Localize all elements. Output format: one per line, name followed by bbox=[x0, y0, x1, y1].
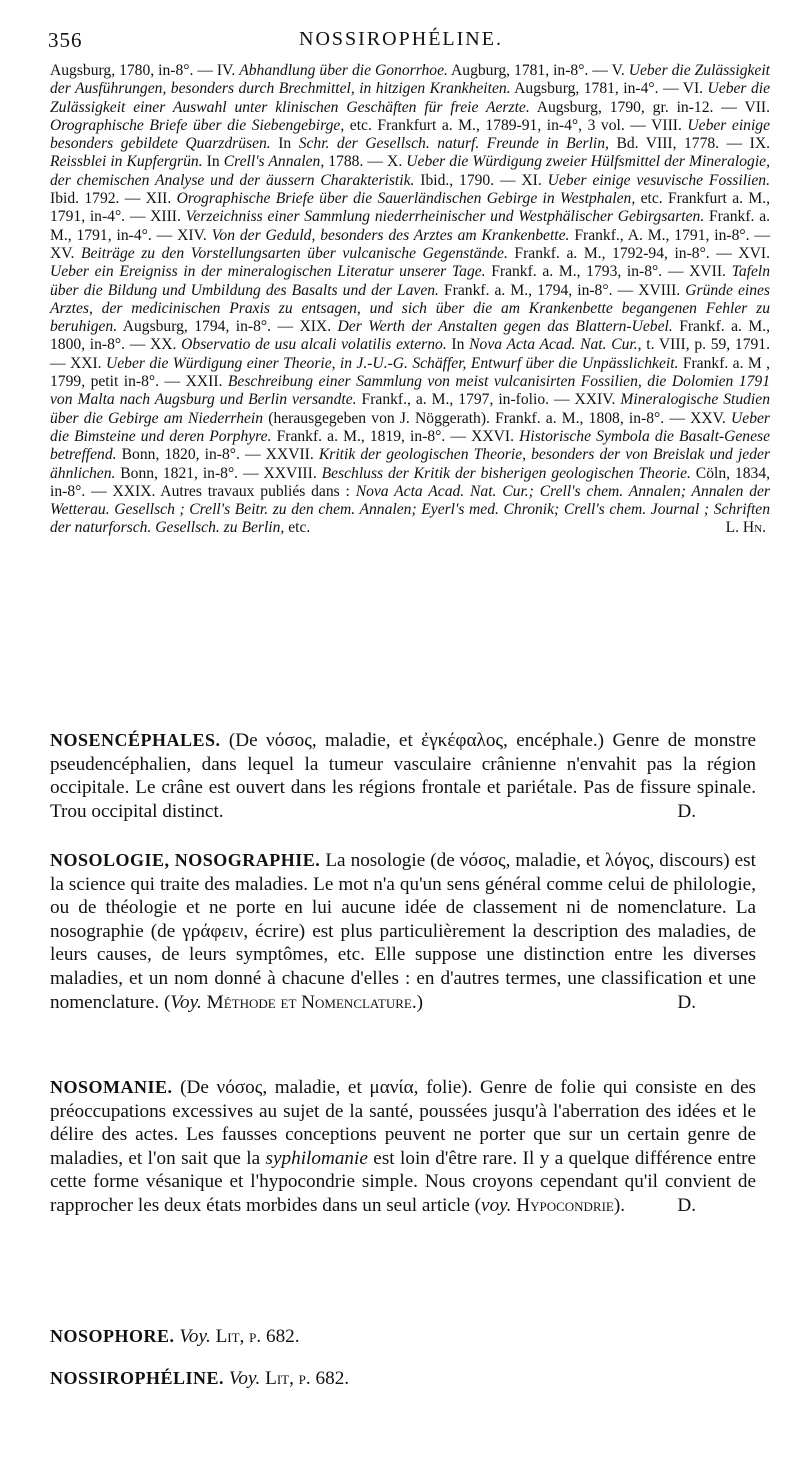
bib-title: Nova Acta Acad. Nat. Cur., bbox=[469, 336, 642, 354]
bib-text: Frankf., a. M., 1797, in-folio. — XXIV. bbox=[356, 391, 621, 409]
page-number: 356 bbox=[48, 28, 83, 52]
bib-text: Augsburg, 1781, in-4°. — VI. bbox=[510, 80, 708, 98]
entry-ref: Lit, p. 682. bbox=[210, 1326, 300, 1347]
entry-voy: Voy. bbox=[228, 1368, 261, 1389]
bib-title: Ueber einige besonders gebildete Quarzdrüsen. bbox=[50, 116, 770, 153]
entry-author: D. bbox=[677, 1194, 696, 1216]
bib-title: Tafeln über die Bildung und Umbildung des Basalts und der Laven. bbox=[50, 263, 770, 299]
bib-text: Bonn, 1820, in-8°. — XXVII. bbox=[116, 446, 319, 464]
bib-text: Frankf. a. M., 1800, in-8°. — XX. bbox=[50, 318, 771, 354]
entry-author: D. bbox=[677, 991, 696, 1013]
bib-title: Beschluss der Kritik der bisherigen geologischen Theorie. bbox=[321, 464, 691, 482]
entry-text: (De νόσος, maladie, et μανία, folie). Genre de folie qui consiste en des préoccupations excessives au sujet de la santé, poussées jusqu'à l'aberration des idées et le délire des actes. Les fausses conceptions peuvent ne porter que sur un certain genre de maladies, et l'on sait que la bbox=[50, 1077, 756, 1169]
entry-headword: NOSENCÉPHALES. bbox=[50, 730, 221, 750]
entry-nosophore bbox=[50, 1324, 650, 1349]
entry-text: La nosologie (de νόσος, maladie, et λόγος, discours) est la science qui traite des maladies. Le mot n'a qu'un sens général comme celui de philologie, ou de théologie et ne porte en lui aucune idée de classement ni de nomenclature. La nosographie (de γράφειν, écrire) est plus particulièrement la description des maladies, de leurs causes, de leurs symptômes, etc. Elle suppose une distinction entre les diverses maladies, et un nom donné à chacune d'elles : en d'autres termes, une classification et une nomenclature. ( bbox=[50, 850, 756, 1013]
bib-title: Gründe eines Arztes, der medicinischen Praxis zu entsagen, und sich über die am Krankenbette begangenen Fehler zu beruhigen. bbox=[50, 281, 770, 336]
entry-nosomanie bbox=[50, 1076, 756, 1218]
entry-voy: Voy. bbox=[179, 1326, 211, 1347]
bibliography-signature: L. Hn. bbox=[725, 519, 766, 537]
bib-text: t. VIII, p. 59, 1791. — XXI. bbox=[50, 336, 770, 372]
entry-text: (De νόσος, maladie, et ἐγκέφαλος, encéphale.) Genre de monstre pseudencéphalien, dans lequel la tumeur vasculaire crânienne n'envahit pas la région occipitale. Le crâne est ouvert dans les régions frontale et pariétale. Pas de fissure spinale. Trou occipital distinct. bbox=[50, 730, 756, 822]
entry-nosologie bbox=[50, 849, 756, 1014]
bib-title: Ueber die Zulässigkeit einer Auswahl unter klinischen Geschäften für freie Aerzte. bbox=[50, 80, 770, 116]
entry-headword: NOSOLOGIE, NOSOGRAPHIE. bbox=[50, 850, 321, 870]
entry-headword: NOSOPHORE. bbox=[50, 1326, 175, 1346]
entry-headword: NOSSIROPHÉLINE. bbox=[50, 1368, 225, 1388]
bib-title: Von der Geduld, besonders des Arztes am Krankenbette. bbox=[211, 226, 570, 244]
bib-text: Frankf. a. M., 1793, in-8°. — XVII. bbox=[485, 263, 732, 281]
bib-title: Verzeichniss einer Sammlung niederrheinischer und Westphälischer Gebirgsarten. bbox=[185, 208, 705, 226]
bib-title: Abhandlung über die Gonorrhoe. bbox=[239, 62, 448, 79]
running-title: NOSSIROPHÉLINE. bbox=[299, 28, 503, 50]
bib-text: Augsburg, 1794, in-8°. — XIX. bbox=[117, 318, 338, 336]
bib-text: etc. bbox=[284, 519, 311, 537]
bib-text: (herausgegeben von J. Nöggerath). Frankf. a. M., 1808, in-8°. — XXV. bbox=[263, 409, 732, 427]
bib-title: Orographische Briefe über die Sauerländischen Gebirge in Westphalen, bbox=[176, 190, 636, 208]
bib-title: Ueber ein Ereigniss in der mineralogischen Literatur unserer Tage. bbox=[50, 263, 486, 281]
bib-title: Ueber die Zulässigkeit der Ausführungen, besonders durch Brechmittel, in hitzigen Krankheiten. bbox=[50, 62, 771, 98]
bibliography-paragraph bbox=[50, 62, 770, 538]
bib-title: Ueber die Bimsteine und deren Porphyre. bbox=[50, 409, 770, 445]
bib-title: Mineralogische Studien über die Gebirge am Niederrhein bbox=[50, 391, 770, 427]
entry-voy: Voy. bbox=[170, 991, 202, 1013]
bib-text: Frankf. a. M., 1819, in-8°. — XXVI. bbox=[271, 427, 520, 445]
bib-text: Frankf. a. M., 1794, in-8°. — XVIII. bbox=[438, 281, 686, 299]
entry-author: D. bbox=[677, 800, 696, 822]
bib-title: Ueber die Würdigung einer Theorie, in J.-U.-G. Schäffer, Entwurf über die Unpässlichkeit. bbox=[105, 354, 679, 372]
bib-text: etc. Frankfurt a. M., 1789-91, in-4°, 3 vol. — VIII. bbox=[344, 116, 688, 134]
bib-title: Reissblei in Kupfergrün. bbox=[50, 153, 203, 171]
bib-title: Beiträge zu den Vorstellungsarten über vulcanische Gegenstände. bbox=[80, 244, 508, 262]
bib-text: 1788. — X. bbox=[324, 153, 407, 171]
bib-text: Augsburg, 1790, gr. in-12. — VII. bbox=[529, 98, 770, 116]
bib-text: Ibid. 1792. — XII. bbox=[50, 190, 177, 208]
entry-text: est loin d'être rare. Il y a quelque différence entre cette forme vésanique et l'hypocondrie simple. Nous croyons cependant qu'il convient de rapprocher les deux états morbides dans un seul article ( bbox=[50, 1147, 756, 1216]
bib-title: Orographische Briefe über die Siebengebirge, bbox=[50, 116, 345, 134]
bib-text: Bd. VIII, 1778. — IX. bbox=[608, 135, 770, 153]
bib-text: Augsburg, 1780, in-8°. — IV. bbox=[50, 62, 240, 79]
entry-voy: voy. bbox=[481, 1194, 512, 1216]
bib-title: Ueber die Würdigung zweier Hülfsmittel der Mineralogie, der chemischen Analyse und der äussern Charakteristik. bbox=[50, 153, 770, 189]
bib-title: Historische Symbola die Basalt-Genese betreffend. bbox=[50, 427, 770, 464]
entry-nossiropheline bbox=[50, 1366, 650, 1391]
entry-refs: Méthode et Nomenclature.) bbox=[201, 991, 423, 1013]
bib-text: Augburg, 1781, in-8°. — V. bbox=[447, 62, 629, 79]
bib-title: Kritik der geologischen Theorie, besonders der von Breislak und jeder ähnlichen. bbox=[50, 446, 770, 482]
bib-text: Ibid., 1790. — XI. bbox=[414, 171, 548, 189]
bib-title: Der Werth der Anstalten gegen das Blattern-Uebel. bbox=[337, 318, 673, 336]
bib-title: Observatio de usu alcali volatilis externo. bbox=[181, 336, 447, 354]
bib-text: Bonn, 1821, in-8°. — XXVIII. bbox=[115, 464, 322, 482]
bib-title: Ueber einige vesuvische Fossilien. bbox=[547, 171, 770, 189]
bib-text: Frankf. a. M., 1792-94, in-8°. — XVI. bbox=[507, 244, 771, 262]
bib-title: Nova Acta Acad. Nat. Cur.; Crell's chem. Annalen; Annalen der Wetterau. Gesellsch ; Crell's Beitr. zu den chem. Annalen; Eyerl's med. Chronik; Crell's chem. Journal ; Schriften der naturforsch. Gesellsch. zu Berlin, bbox=[50, 482, 770, 537]
bib-text: Frankf. a. M., 1791, in-4°. — XIV. bbox=[50, 208, 771, 244]
bib-text: etc. Frankfurt a. M., 1791, in-4°. — XIII. bbox=[50, 190, 771, 226]
bib-text: In bbox=[446, 336, 470, 354]
bib-text: In bbox=[270, 135, 299, 153]
entry-refs: Hypocondrie). bbox=[511, 1194, 626, 1216]
entry-headword: NOSOMANIE. bbox=[50, 1077, 173, 1097]
entry-nosencephales bbox=[50, 729, 756, 823]
bib-text: Cöln, 1834, in-8°. — XXIX. Autres travaux publiés dans : bbox=[50, 464, 771, 500]
bib-title: Schr. der Gesellsch. naturf. Freunde in Berlin, bbox=[298, 135, 609, 153]
bib-text: In bbox=[202, 153, 224, 171]
bib-title: Beschreibung einer Sammlung von meist vulcanisirten Fossilien, die Dolomien 1791 von Malta nach Augsburg und Berlin versandte. bbox=[50, 373, 770, 409]
bib-text: Frankf. a. M , 1799, petit in-8°. — XXII. bbox=[50, 354, 770, 391]
bib-title: Crell's Annalen, bbox=[223, 153, 325, 171]
page-header bbox=[48, 28, 754, 58]
entry-emphasis: syphilomanie bbox=[265, 1147, 368, 1169]
bib-text: Frankf., A. M., 1791, in-8°. — XV. bbox=[50, 226, 770, 262]
entry-ref: Lit, p. 682. bbox=[260, 1368, 350, 1389]
